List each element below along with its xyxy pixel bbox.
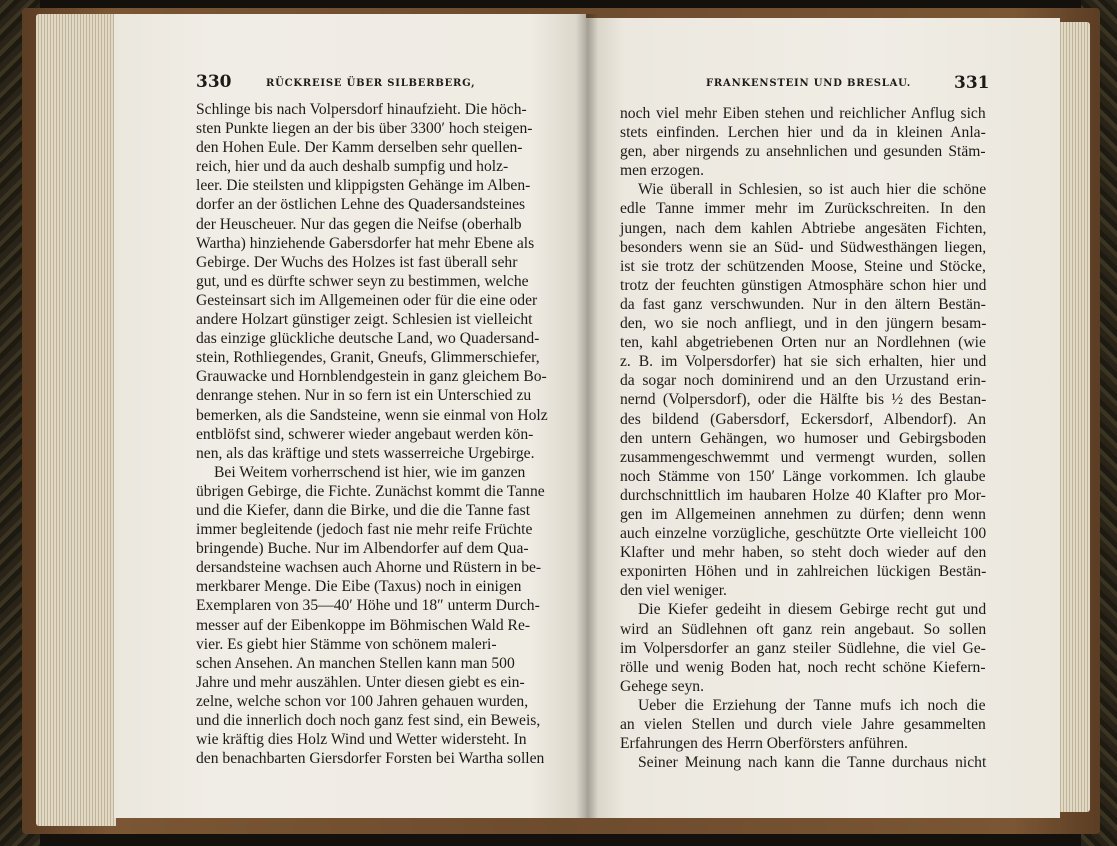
text-line: übrigen Gebirge, die Fichte. Zunächst kommt die Tanne [196, 482, 545, 500]
text-line: an vielen Stellen und durch viele Jahre gesammelten [620, 716, 986, 733]
text-line: Erfahrungen des Herrn Oberförsters anführen. [620, 735, 908, 753]
page-stack-right [1060, 22, 1090, 812]
text-line: Jahre und mehr auszählen. Unter diesen giebt es ein- [196, 673, 525, 691]
text-line: besonders wenn sie an Süd- und Südwesthängen liegen, [620, 238, 987, 256]
text-line: Klafter und mehr haben, so steht doch wieder auf den [620, 544, 987, 562]
text-line: messer auf der Eibenkoppe im Böhmischen Wald Re- [196, 616, 531, 634]
text-line: edle Tanne immer mehr im Zurückschreiten. In den [620, 200, 986, 218]
text-line: stets einfinden. Lerchen hier und da in kleinen Anla- [620, 124, 986, 142]
right-page-number: 331 [954, 73, 990, 93]
text-line: ten, kahl abgetriebenen Orten nur an Nordlehnen (wie [620, 334, 986, 352]
text-line: da fast ganz verschwunden. Nur in den ältern Bestän- [620, 295, 986, 313]
text-line: jungen, nach dem kahlen Abtriebe angesäten Fichten, [620, 219, 987, 237]
text-line: den viel weniger. [620, 582, 727, 600]
text-line: Schlinge bis nach Volpersdorf hinaufzieht. Die höch- [196, 101, 527, 118]
text-line: wie kräftig dies Holz Wind und Wetter widersteht. In [196, 731, 527, 749]
text-line: Gesteinsart sich im Allgemeinen oder für die eine oder [196, 291, 538, 309]
text-line: wird an Südlehnen oft ganz rein angebaut. So sollen [620, 620, 987, 638]
text-line: und die Kiefer, dann die Birke, und die die Tanne fast [196, 501, 531, 519]
text-line: rölle und wenig Boden hat, noch recht schöne Kiefern- [620, 658, 986, 676]
text-line: z. B. im Volpersdorfer) hat sie sich erhalten, hier und [620, 353, 987, 371]
text-line: men erzogen. [620, 162, 704, 180]
text-line: trotz der feuchten günstigen Atmosphäre schon hier und [620, 276, 987, 294]
text-line: zusammengeschwemmt und vermengt wurden, sollen [620, 448, 986, 466]
text-line: stein, Rothliegendes, Granit, Gneufs, Glimmerschiefer, [196, 349, 540, 367]
book-gutter [576, 14, 598, 818]
text-line: vier. Es giebt hier Stämme von schönem maleri- [196, 635, 497, 653]
text-line: den Hohen Eule. Der Kamm derselben sehr quellen- [196, 139, 523, 157]
text-line: nernd (Volpersdorf), oder die Hälfte bis ½ des Bestan- [620, 391, 987, 409]
text-line: Gehege seyn. [620, 677, 704, 695]
text-line: Grauwacke und Hornblendgestein in ganz gleichem Bo- [196, 368, 547, 386]
text-line: andere Holzart günstiger zeigt. Schlesien ist vielleicht [196, 311, 533, 329]
text-line: noch Stämme von 150′ Länge vorkommen. Ich glaube [620, 467, 986, 485]
text-line: Seiner Meinung nach kann die Tanne durchaus nicht [638, 754, 987, 772]
text-line: Die Kiefer gedeiht in diesem Gebirge recht gut und [638, 601, 987, 619]
text-line: da sogar noch dominirend und an den Urzustand erin- [620, 372, 987, 390]
text-line: den, wo sie noch anfliegt, und in den jüngern besam- [620, 315, 987, 333]
text-line: noch viel mehr Eiben stehen und reichlicher Anflug sich [620, 105, 986, 122]
text-line: das einzige glückliche deutsche Land, wo Quadersand- [196, 330, 540, 348]
text-line: der Heuscheuer. Nur das gegen die Neifse (oberhalb [196, 215, 522, 233]
text-line: gut, und es dürfte schwer seyn zu bestimmen, welche [196, 272, 529, 290]
text-line: den untern Gehängen, wo humoser und Gebirgsboden [620, 429, 987, 447]
right-running-head: FRANKENSTEIN UND BRESLAU. [706, 78, 912, 89]
text-line: reich, hier und da auch deshalb sumpfig und holz- [196, 158, 509, 176]
text-line: bringende) Buche. Nur im Albendorfer auf dem Qua- [196, 540, 529, 558]
left-body-text [196, 100, 626, 768]
text-line: dorfer an der östlichen Lehne des Quadersandsteines [196, 196, 526, 214]
text-line: Wie überall in Schlesien, so ist auch hier die schöne [638, 181, 987, 199]
text-line: gen, aber nirgends zu ansehnlichen und gesunden Stäm- [620, 143, 986, 161]
text-line: exponirten Höhen und in zahlreichen lückigen Bestän- [620, 563, 987, 581]
left-running-head: RÜCKREISE ÜBER SILBERBERG, [266, 78, 476, 89]
text-line: denrange stehen. Nur in so fern ist ein Unterschied zu [196, 387, 532, 405]
text-line: im Volpersdorfer an ganz steiler Südlehne, die viel Ge- [620, 639, 986, 657]
text-line: Ueber die Erziehung der Tanne mufs ich noch die [638, 696, 986, 714]
right-page [586, 18, 1060, 818]
text-line: auch einzelne vorzügliche, geschützte Orte vielleicht 100 [620, 525, 987, 543]
text-line: schen Ansehen. An manchen Stellen kann man 500 [196, 654, 515, 672]
text-line: dersandsteine wachsen auch Ahorne und Rüstern in be- [196, 559, 542, 577]
text-line: Gebirge. Der Wuchs des Holzes ist fast überall sehr [196, 253, 518, 271]
text-line: immer begleitende (jedoch fast nie mehr reife Früchte [196, 521, 533, 539]
text-line: merkbarer Menge. Die Eibe (Taxus) noch in einigen [196, 578, 522, 596]
text-line: zelne, welche schon vor 100 Jahren gehauen wurden, [196, 692, 529, 710]
text-line: sten Punkte liegen an der bis über 3300′ hoch steigen- [196, 120, 533, 138]
text-line: gen im Allgemeinen annehmen zu dürfen; denn wenn [620, 505, 986, 523]
text-line: leer. Die steilsten und klippigsten Gehänge im Alben- [196, 177, 531, 195]
text-line: Exemplaren von 35—40′ Höhe und 18″ unterm Durch- [196, 597, 540, 615]
text-line: des bildend (Gabersdorf, Eckersdorf, Albendorf). An [620, 410, 987, 428]
left-page-number: 330 [196, 72, 232, 92]
text-line: entblöfst sind, schwerer wieder angebaut werden kön- [196, 425, 534, 443]
right-body-text [620, 104, 986, 772]
left-page [114, 14, 586, 818]
text-line: Bei Weitem vorherrschend ist hier, wie im ganzen [214, 463, 526, 481]
text-line: bemerken, als die Sandsteine, wenn sie einmal von Holz [196, 406, 548, 424]
text-line: den benachbarten Giersdorfer Forsten bei Wartha sollen [196, 750, 545, 768]
page-stack-left [36, 14, 116, 826]
text-line: durchschnittlich im haubaren Holze 40 Klafter pro Mor- [620, 486, 986, 504]
text-line: ist sie trotz der schützenden Moose, Steine und Stöcke, [620, 257, 986, 275]
text-line: nen, als das kräftige und stets wasserreiche Urgebirge. [196, 444, 535, 462]
text-line: und die innerlich doch noch ganz fest sind, ein Beweis, [196, 712, 541, 729]
text-line: Wartha) hinziehende Gabersdorfer hat mehr Ebene als [196, 234, 535, 252]
